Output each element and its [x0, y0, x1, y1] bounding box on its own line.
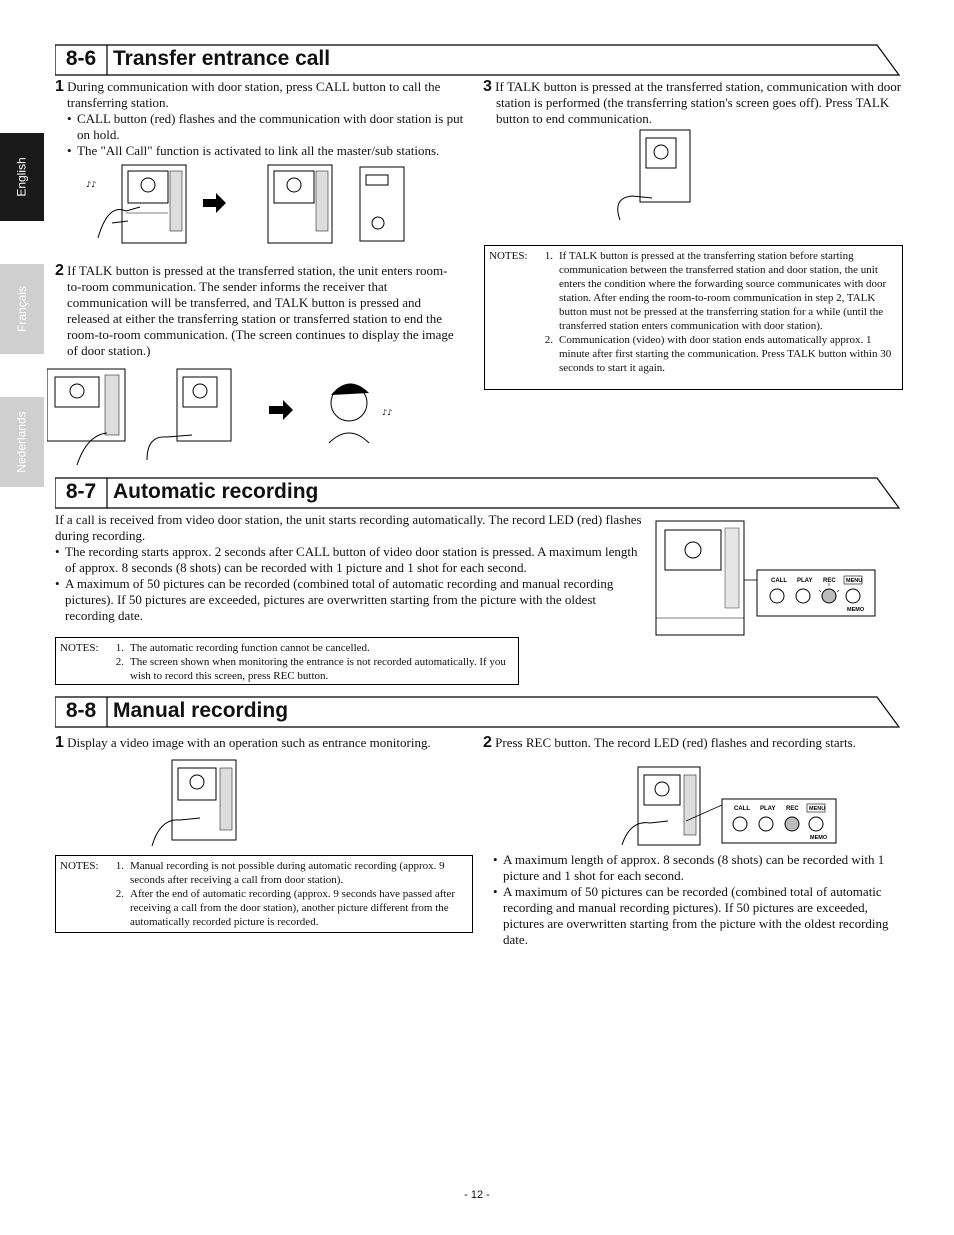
notes-box-8-6: [484, 245, 903, 390]
tab-francais-label: Français: [15, 285, 30, 333]
tab-english[interactable]: [0, 133, 44, 221]
note-text: After the end of automatic recording (approx. 9 seconds have passed after receiving a call from the door station), another picture different from the automatically recorded picture is recorded.: [130, 888, 455, 928]
menu-label: MENU: [809, 806, 826, 812]
step-number: 2: [483, 734, 492, 751]
arrow-right-icon: [203, 193, 226, 213]
section-number: 8-6: [65, 47, 97, 70]
call-label: CALL: [771, 578, 787, 584]
rec-led-flashing-icon: [822, 589, 836, 603]
rec-press-illustration: [620, 765, 840, 850]
note-number: 1.: [115, 642, 124, 654]
auto-recording-panel-illustration: [655, 520, 880, 640]
bullet: • A maximum of 50 pictures can be recorded (combined total of automatic recording and manual recording pictures). If 50 pictures are exceeded, pictures are overwritten starting from the picture with the oldest recording date.: [55, 576, 647, 624]
screen: [665, 530, 721, 570]
notes-label: NOTES:: [60, 860, 99, 872]
play-button-icon: [759, 817, 773, 831]
svg-text:♪♪: ♪♪: [382, 408, 393, 417]
rec-label: REC: [786, 806, 799, 812]
monitor-unit-icon: [122, 165, 186, 243]
tab-nederlands-label: Nederlands: [15, 411, 29, 473]
bullet: • The "All Call" function is activated to link all the master/sub stations.: [67, 143, 470, 159]
menu-button-icon: [846, 589, 860, 603]
step-number: 1: [55, 78, 64, 95]
step-text: If TALK button is pressed at the transferred station, the unit enters room-to-room communication. The sender informs the receiver that communication will be transferred, and TALK button is pressed and released at either the transferring station or transferred station to end the room-to-room communication. (The screen continues to display the image of door station.): [67, 263, 454, 358]
section-title: Manual recording: [113, 699, 289, 722]
monitor-unit-icon: [640, 130, 690, 202]
monitor-unit-icon: [47, 369, 125, 441]
play-label: PLAY: [797, 578, 813, 584]
monitor-unit-icon: [172, 760, 236, 840]
note-text: The screen shown when monitoring the entrance is not recorded automatically. If you wish to record this screen, press REC button.: [130, 656, 506, 682]
menu-label: MENU: [846, 578, 863, 584]
arrow-right-icon: [269, 400, 293, 420]
note-text: Communication (video) with door station ends automatically approx. 1 minute after first starting the communication. Press TALK button within 30 seconds to start it again.: [559, 334, 892, 374]
talk-press-illustration: [612, 128, 692, 233]
step-1: [55, 79, 470, 159]
person-on-phone-icon: [329, 383, 369, 443]
bullet: • CALL button (red) flashes and the communication with door station is put on hold.: [67, 111, 470, 143]
room-to-room-illustration: [47, 365, 437, 470]
rec-led-flashing-icon: [785, 817, 799, 831]
step-2: [483, 735, 911, 751]
menu-button-icon: [809, 817, 823, 831]
play-label: PLAY: [760, 806, 776, 812]
note-number: 2.: [115, 656, 124, 668]
play-button-icon: [796, 589, 810, 603]
intro-text: If a call is received from video door station, the unit starts recording automatically. The record LED (red) flashes during recording.: [55, 512, 642, 543]
call-button-icon: [733, 817, 747, 831]
transfer-call-illustration: [78, 163, 418, 248]
note-text: If TALK button is pressed at the transferring station before starting communication between the transferred station and door station, the unit enters the condition where the forwarding source communicates with door station. After ending the room-to-room communication in step 2, TALK button must not be pressed at the transferring station for a while (until the transferred station enters communication with door station).: [559, 250, 887, 332]
notes-box-8-8: [55, 855, 473, 933]
notes-box-8-7: [55, 637, 519, 685]
note-text: The automatic recording function cannot be cancelled.: [130, 642, 370, 654]
bullet: • A maximum length of approx. 8 seconds (8 shots) can be recorded with 1 picture and 1 shot for each second.: [493, 852, 903, 884]
step-number: 2: [55, 262, 64, 279]
step-number: 1: [55, 734, 64, 751]
step-number: 3: [483, 78, 492, 95]
monitoring-illustration: [150, 758, 240, 850]
note-text: Manual recording is not possible during automatic recording (approx. 9 seconds after receiving a call from door station).: [130, 860, 445, 886]
step-text: Press REC button. The record LED (red) flashes and recording starts.: [495, 735, 856, 750]
tab-francais[interactable]: [0, 264, 44, 354]
note-number: 1.: [544, 250, 553, 262]
step-text: Display a video image with an operation such as entrance monitoring.: [67, 735, 431, 750]
section-number: 8-7: [65, 480, 97, 503]
step-text: During communication with door station, press CALL button to call the transferring station.: [67, 79, 441, 110]
memo-label: MEMO: [847, 607, 865, 613]
step-text: If TALK button is pressed at the transferred station, communication with door station is performed (the transferring station's screen goes off). Press TALK button to end communication.: [495, 79, 902, 126]
svg-text:♪♪: ♪♪: [86, 180, 97, 189]
section-title: Transfer entrance call: [113, 47, 331, 70]
notes-label: NOTES:: [489, 250, 528, 262]
page-number: - 12 -: [464, 1189, 490, 1201]
step-1: [55, 735, 475, 751]
tab-english-label: English: [14, 157, 29, 197]
rec-label: REC: [823, 578, 836, 584]
step-3: [483, 79, 911, 127]
call-button-icon: [770, 589, 784, 603]
step-2: [55, 263, 457, 359]
monitor-unit-icon: [177, 369, 231, 441]
note-number: 2.: [544, 334, 553, 346]
sub-station-icon: [360, 167, 404, 241]
section-number: 8-8: [65, 699, 97, 722]
section-title: Automatic recording: [113, 480, 319, 503]
auto-recording-body: [55, 512, 647, 624]
manual-recording-bullets: [493, 852, 903, 948]
notes-label: NOTES:: [60, 642, 99, 654]
monitor-unit-icon: [268, 165, 332, 243]
note-number: 1.: [115, 860, 124, 872]
memo-label: MEMO: [810, 835, 828, 841]
speaker-grille: [725, 528, 739, 608]
note-number: 2.: [115, 888, 124, 900]
monitor-unit-icon: [638, 767, 700, 845]
bullet: • The recording starts approx. 2 seconds after CALL button of video door station is pressed. A maximum length of approx. 8 seconds (8 shots) can be recorded with 1 picture and 1 shot for each second.: [55, 544, 647, 576]
section-header-8-6: [55, 44, 901, 76]
section-header-8-7: [55, 477, 901, 509]
bullet: • A maximum of 50 pictures can be recorded (combined total of automatic recording and manual recording pictures). If 50 pictures are exceeded, pictures are overwritten starting from the picture with the oldest recording date.: [493, 884, 903, 948]
call-label: CALL: [734, 806, 750, 812]
tab-nederlands[interactable]: [0, 397, 44, 487]
section-header-8-8: [55, 696, 901, 728]
